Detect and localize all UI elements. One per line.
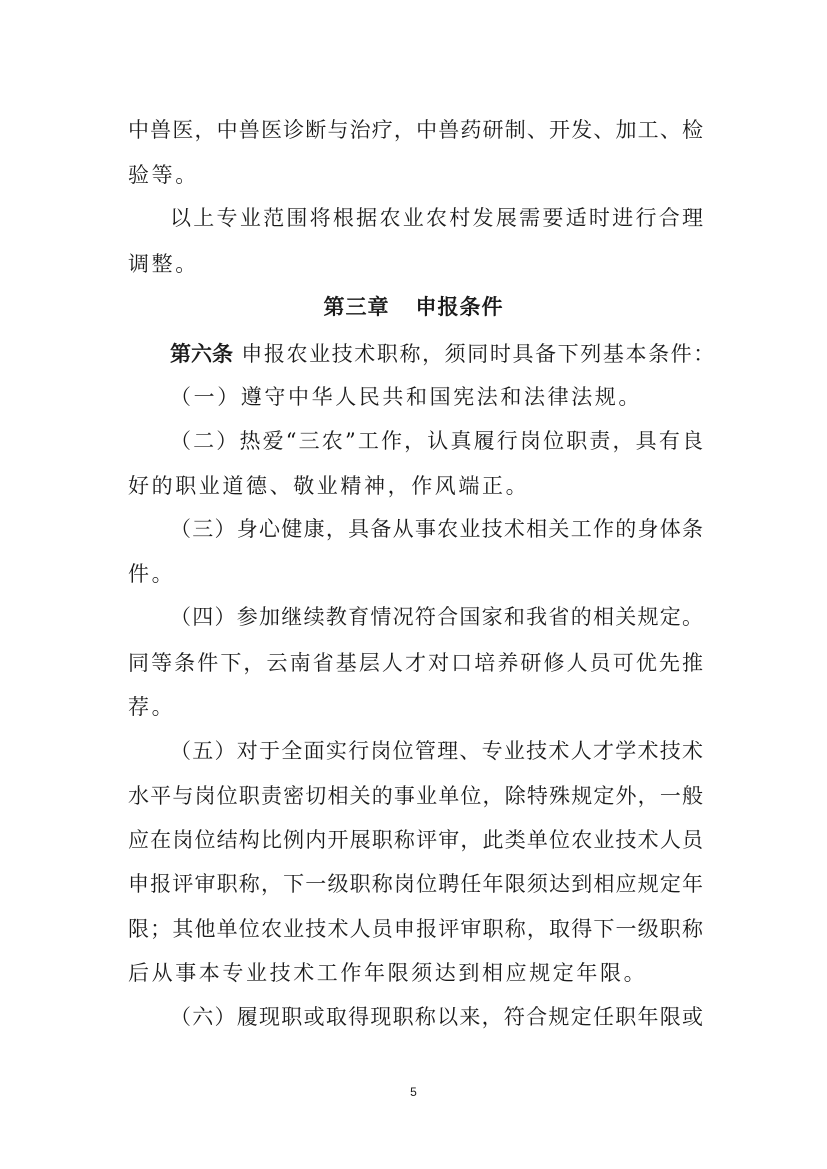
item-line: 同等条件下，云南省基层人才对口培养研修人员可优先推 <box>128 651 703 675</box>
item-line: 水平与岗位职责密切相关的事业单位，除特殊规定外，一般 <box>128 784 703 808</box>
paragraph-line: 验等。 <box>128 163 199 187</box>
chapter-heading <box>0 293 827 321</box>
item-line: 应在岗位结构比例内开展职称评审，此类单位农业技术人员 <box>128 828 703 852</box>
item-line: 后从事本专业技术工作年限须达到相应规定年限。 <box>128 961 648 985</box>
item-line: 好的职业道德、敬业精神，作风端正。 <box>128 474 530 498</box>
page-number: 5 <box>410 1085 417 1099</box>
item-line: （六）履现职或取得现职称以来，符合规定任职年限或 <box>170 1005 703 1029</box>
item-line: 申报评审职称，下一级职称岗位聘任年限须达到相应规定年 <box>128 872 703 896</box>
article-label: 第六条 <box>170 342 233 366</box>
item-line: （三）身心健康，具备从事农业技术相关工作的身体条 <box>170 517 703 541</box>
item-line: 件。 <box>128 562 176 586</box>
item-line: （二）热爱“三农”工作，认真履行岗位职责，具有良 <box>170 429 703 453</box>
paragraph-line: 调整。 <box>128 252 199 276</box>
item-line: 限；其他单位农业技术人员申报评审职称，取得下一级职称 <box>128 917 703 941</box>
paragraph-line: 以上专业范围将根据农业农村发展需要适时进行合理 <box>170 206 703 230</box>
item-line: 荐。 <box>128 695 176 719</box>
article-line <box>170 340 716 368</box>
item-line: （一）遵守中华人民共和国宪法和法律法规。 <box>170 385 642 409</box>
article-text: 申报农业技术职称，须同时具备下列基本条件： <box>241 342 716 366</box>
paragraph-line: 中兽医，中兽医诊断与治疗，中兽药研制、开发、加工、检 <box>128 118 703 142</box>
item-line: （四）参加继续教育情况符合国家和我省的相关规定。 <box>170 605 703 629</box>
chapter-title: 申报条件 <box>415 295 504 319</box>
item-line: （五）对于全面实行岗位管理、专业技术人才学术技术 <box>170 739 703 763</box>
chapter-number: 第三章 <box>323 295 390 319</box>
